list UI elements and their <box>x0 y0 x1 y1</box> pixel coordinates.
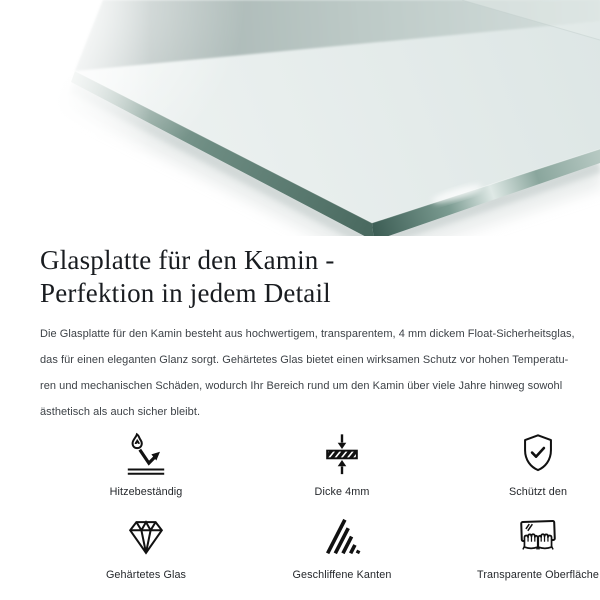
topleft-white-fade <box>0 0 270 170</box>
shield-check-icon <box>515 431 561 477</box>
product-description-section <box>0 244 600 581</box>
product-photo-glass-plate <box>0 0 600 236</box>
feature-grid <box>40 431 599 581</box>
flame-bounce-icon <box>123 431 169 477</box>
feature-label: Schützt den <box>508 486 568 498</box>
hands-glass-icon <box>514 514 562 560</box>
page-title-line2: Perfektion in jedem Detail <box>40 278 331 308</box>
glass-plate-illustration <box>0 0 600 236</box>
page-title-line1: Glasplatte für den Kamin - <box>40 245 335 275</box>
page-title <box>40 244 570 310</box>
feature-label: Gehärtetes Glas <box>105 569 187 581</box>
product-description-text <box>40 321 575 425</box>
description-line: ren und mechanischen Schäden, wodurch Ihr Bereich rund um den Kamin über viele Jahre hinweg sowohl <box>40 380 563 392</box>
feature-label: Hitzebeständig <box>109 486 183 498</box>
feature-transparent-surface <box>440 514 600 581</box>
description-line: ästhetisch als auch sicher bleibt. <box>40 406 201 418</box>
feature-thickness <box>244 431 440 498</box>
feature-tempered-glass <box>48 514 244 581</box>
description-line: das für einen eleganten Glanz sorgt. Gehärtetes Glas bietet einen wirksamen Schutz vor hohen Temperatu- <box>40 354 569 366</box>
feature-polished-edges <box>244 514 440 581</box>
polished-edges-icon <box>319 514 365 560</box>
feature-protection <box>440 431 600 498</box>
feature-label: Dicke 4mm <box>314 486 370 498</box>
feature-label: Transparente Oberfläche <box>477 569 599 581</box>
feature-heat-resistant <box>48 431 244 498</box>
thickness-arrows-icon <box>319 431 365 477</box>
description-line: Die Glasplatte für den Kamin besteht aus hochwertigem, transparentem, 4 mm dickem Float-Sicherheitsglas, <box>40 328 575 340</box>
diamond-icon <box>123 514 169 560</box>
feature-label: Geschliffene Kanten <box>292 569 392 581</box>
